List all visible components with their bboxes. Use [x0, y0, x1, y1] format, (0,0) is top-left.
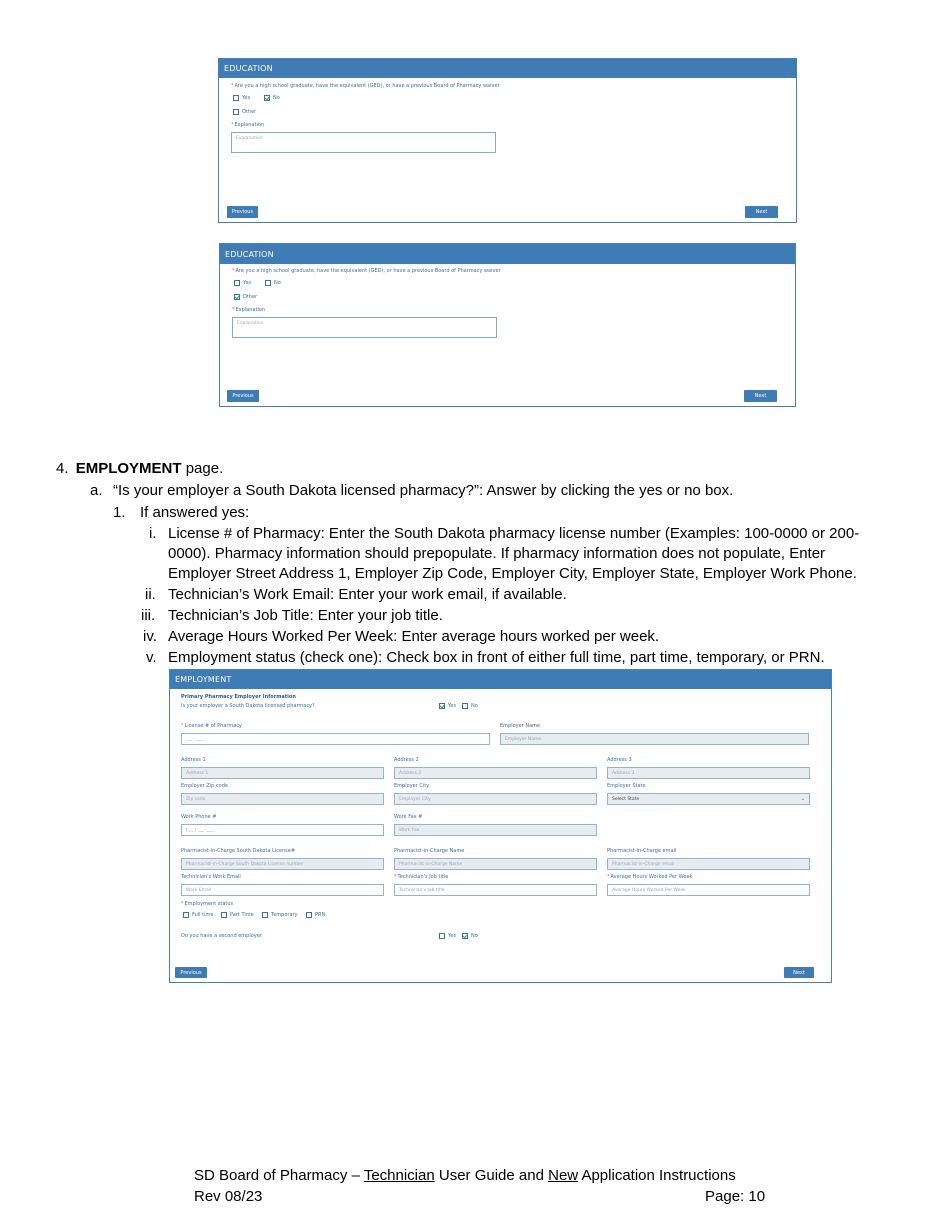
address3-input[interactable]: Address 3 [607, 767, 810, 779]
fax-input[interactable]: Work Fax [394, 824, 597, 836]
yes-checkbox[interactable] [234, 280, 240, 286]
sd-no-option[interactable]: No [462, 703, 478, 709]
pic-license-label: Pharmacist-in-Charge South Dakota License# [181, 848, 296, 854]
item-v-text: Employment status (check one): Check box in front of either full time, part time, temporary, or PRN. [168, 649, 825, 666]
no-checkbox[interactable] [462, 933, 468, 939]
tech-job-label: *Technician's Job title [394, 874, 449, 880]
education-yes-option[interactable]: Yes [233, 95, 250, 101]
yes-checkbox[interactable] [233, 95, 239, 101]
tech-email-label: Technician's Work Email [181, 874, 241, 880]
step-4-heading: 4. EMPLOYMENT page. [56, 460, 224, 477]
fax-label: Work Fax # [394, 814, 423, 820]
education-panel-2 [219, 243, 796, 407]
license-input[interactable]: ___-____ [181, 733, 490, 745]
status-prn[interactable]: PRN [306, 912, 325, 918]
sd-yes-option[interactable]: Yes [439, 703, 456, 709]
employment-header: EMPLOYMENT [170, 670, 831, 689]
yes-checkbox[interactable] [439, 933, 445, 939]
pic-license-input[interactable]: Pharmacist-in-Charge South Dakota License number [181, 858, 384, 870]
employment-panel [169, 669, 832, 983]
education-question: *Are you a high school graduate, have the equivalent (GED), or have a previous Board of Pharmacy waiver [231, 83, 500, 89]
second-employer-question: Do you have a second employer [181, 933, 262, 939]
previous-button[interactable]: Previous [175, 967, 207, 978]
phone-input[interactable]: (___) ___-____ [181, 824, 384, 836]
other-checkbox[interactable] [233, 109, 239, 115]
avg-hours-label: *Average Hours Worked Per Week [607, 874, 693, 880]
education-header: EDUCATION [220, 244, 795, 264]
education-no-option[interactable]: No [264, 95, 280, 101]
full-time-checkbox[interactable] [183, 912, 189, 918]
prn-checkbox[interactable] [306, 912, 312, 918]
status-full-time[interactable]: Full time [183, 912, 213, 918]
address1-label: Address 1 [181, 757, 206, 763]
item-i-text: License # of Pharmacy: Enter the South Dakota pharmacy license number (Examples: 100-0000 or 200-0000). Pharmacy information should prepopulate. If pharmacy information does not populate, Enter Employer Street Address 1, Employer Zip Code, Employer City, Employer State, Employer Work Phone. [168, 525, 860, 582]
status-temporary[interactable]: Temporary [262, 912, 298, 918]
item-i-marker: i. [149, 525, 157, 542]
education-yes-option[interactable]: Yes [234, 280, 251, 286]
education-no-option[interactable]: No [265, 280, 281, 286]
pic-name-input[interactable]: Pharmacist-in-Charge Name [394, 858, 597, 870]
previous-button[interactable]: Previous [227, 390, 259, 402]
state-label: Employer State [607, 783, 646, 789]
item-iii-text: Technician’s Job Title: Enter your job title. [168, 607, 443, 624]
item-iv-text: Average Hours Worked Per Week: Enter average hours worked per week. [168, 628, 660, 645]
next-button[interactable]: Next [744, 390, 777, 402]
education-panel-1 [218, 58, 797, 223]
temporary-checkbox[interactable] [262, 912, 268, 918]
no-checkbox[interactable] [265, 280, 271, 286]
footer-title: SD Board of Pharmacy – Technician User Guide and New Application Instructions [194, 1167, 736, 1184]
employer-name-label: Employer Name [500, 723, 541, 729]
pic-email-label: Pharmacist-in-Charge email [607, 848, 677, 854]
tech-email-input[interactable]: Work Email [181, 884, 384, 896]
city-input[interactable]: Employer City [394, 793, 597, 805]
other-checkbox[interactable] [234, 294, 240, 300]
sd-pharmacy-question: Is your employer a South Dakota licensed pharmacy? [181, 703, 315, 709]
second-yes-option[interactable]: Yes [439, 933, 456, 939]
address1-input[interactable]: Address 1 [181, 767, 384, 779]
yes-checkbox[interactable] [439, 703, 445, 709]
education-header: EDUCATION [219, 59, 796, 78]
status-part-time[interactable]: Part Time [221, 912, 254, 918]
chevron-down-icon: ⌄ [800, 796, 805, 802]
employer-name-input[interactable]: Employer Name [500, 733, 809, 745]
pic-name-label: Pharmacist-in-Charge Name [394, 848, 465, 854]
address2-input[interactable]: Address 2 [394, 767, 597, 779]
zip-input[interactable]: Zip code [181, 793, 384, 805]
explanation-label: *Explanation [232, 307, 266, 313]
next-button[interactable]: Next [745, 206, 778, 218]
step-a-text: “Is your employer a South Dakota licensed pharmacy?”: Answer by clicking the yes or no box. [113, 482, 734, 499]
item-iv-marker: iv. [143, 628, 157, 645]
step-1-marker: 1. [113, 504, 126, 521]
state-select[interactable]: Select State ⌄ [607, 793, 810, 805]
zip-label: Employer Zip code [181, 783, 228, 789]
education-other-option[interactable]: Other [233, 109, 256, 115]
item-ii-marker: ii. [145, 586, 156, 603]
explanation-textarea[interactable]: Explanation [231, 132, 496, 153]
education-other-option[interactable]: Other [234, 294, 257, 300]
part-time-checkbox[interactable] [221, 912, 227, 918]
item-v-marker: v. [146, 649, 157, 666]
license-label: *License # of Pharmacy [181, 723, 242, 729]
explanation-textarea[interactable]: Explanation [232, 317, 497, 338]
item-iii-marker: iii. [141, 607, 156, 624]
no-checkbox[interactable] [264, 95, 270, 101]
phone-label: Work Phone # [181, 814, 217, 820]
pic-email-input[interactable]: Pharmacist-in-Charge email [607, 858, 810, 870]
address3-label: Address 3 [607, 757, 632, 763]
next-button[interactable]: Next [784, 967, 814, 978]
tech-job-input[interactable]: Technician's Job title [394, 884, 597, 896]
footer-rev: Rev 08/23 [194, 1188, 263, 1205]
item-ii-text: Technician’s Work Email: Enter your work email, if available. [168, 586, 567, 603]
address2-label: Address 2 [394, 757, 419, 763]
city-label: Employer City [394, 783, 430, 789]
no-checkbox[interactable] [462, 703, 468, 709]
avg-hours-input[interactable]: Average Hours Worked Per Week [607, 884, 810, 896]
second-no-option[interactable]: No [462, 933, 478, 939]
footer-page: Page: 10 [705, 1188, 766, 1205]
explanation-label: *Explanation [231, 122, 265, 128]
step-1-text: If answered yes: [140, 504, 250, 521]
education-question: *Are you a high school graduate, have the equivalent (GED), or have a previous Board of Pharmacy waiver [232, 268, 501, 274]
step-a-marker: a. [90, 482, 103, 499]
previous-button[interactable]: Previous [227, 206, 258, 218]
status-label: *Employment status [181, 901, 234, 907]
employer-section-title: Primary Pharmacy Employer Information [181, 694, 296, 700]
